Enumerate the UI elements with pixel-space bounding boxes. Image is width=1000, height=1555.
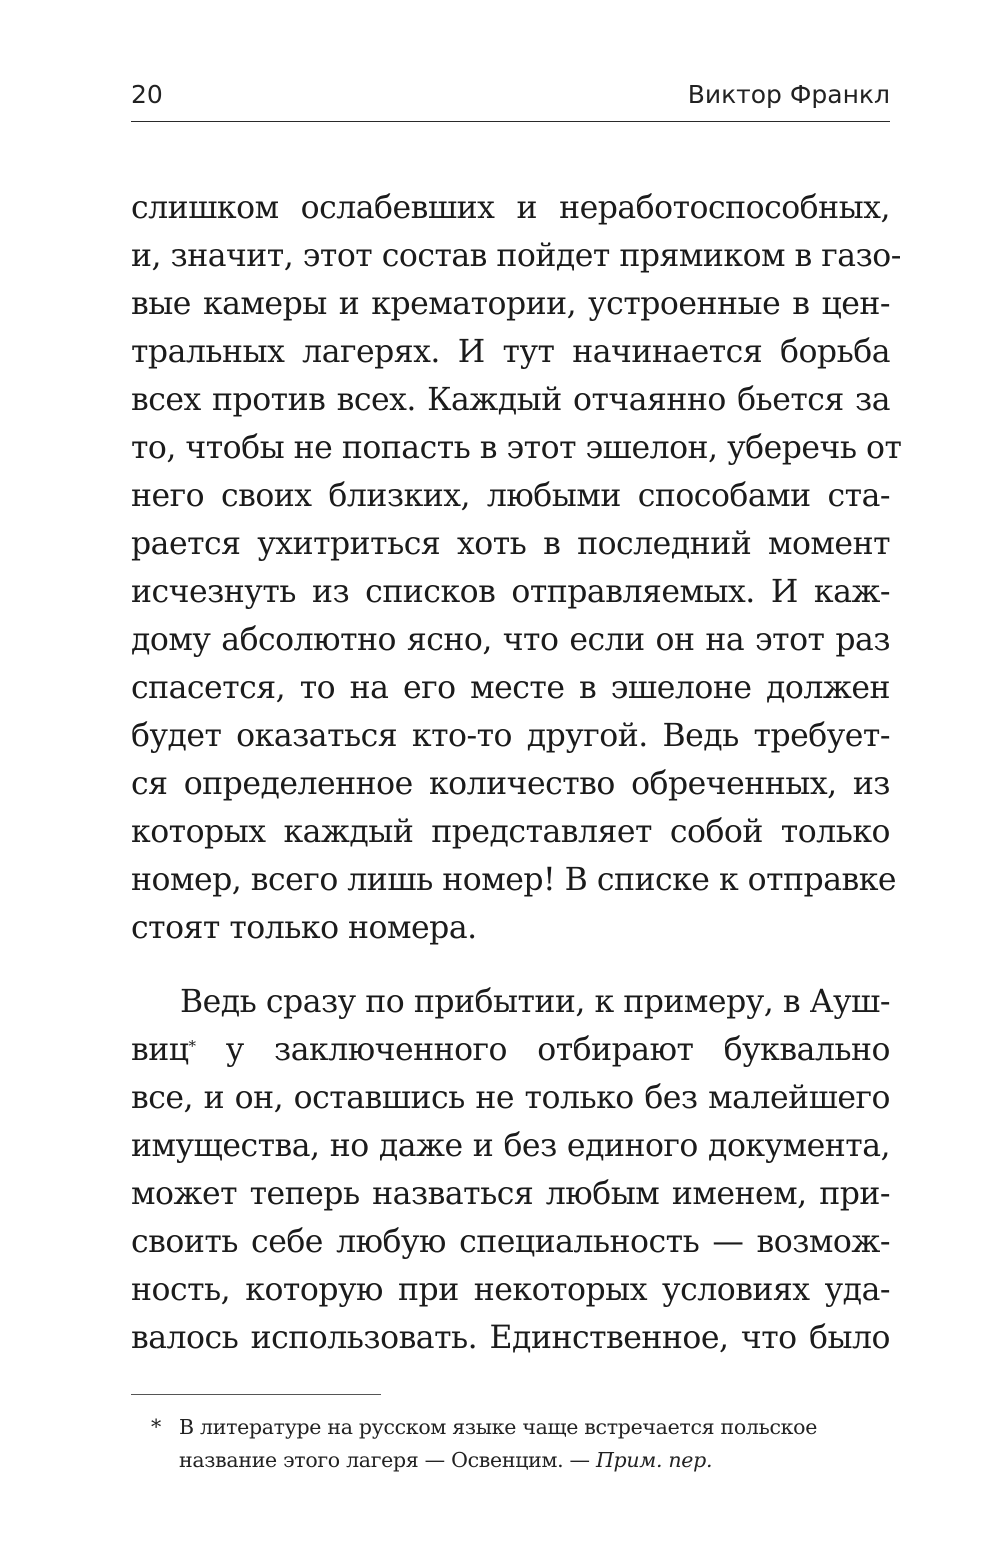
footnote-rule [131,1394,381,1395]
text-line: стоят только номера. [131,910,477,946]
text-line: дому абсолютно ясно, что если он на этот раз [131,622,890,658]
text-line: имущества, но даже и без единого документа, [131,1128,890,1164]
translator-note-label: Прим. пер. [595,1448,713,1472]
text-line: валось использовать. Единственное, что было [131,1320,890,1356]
footnote-line [151,1444,896,1477]
text-line-with-footnote-ref [131,1026,890,1074]
paragraph-2 [131,978,890,1362]
text-line: и, значит, этот состав пойдет прямиком в газо- [131,238,901,274]
text-line: исчезнуть из списков отправляемых. И каж- [131,574,890,610]
text-line: Ведь сразу по прибытии, к примеру, в Ауш- [180,984,890,1020]
text-line: то, чтобы не попасть в этот эшелон, уберечь от [131,430,902,466]
text-line: которых каждый представляет собой только [131,814,890,850]
text-line: всех против всех. Каждый отчаянно бьется за [131,382,890,418]
text-line: ся определенное количество обреченных, из [131,766,890,802]
text-fragment: у заключенного отбирают буквально [195,1032,890,1068]
page-number: 20 [131,80,163,109]
footnote-text: название этого лагеря — Освенцим. — [179,1448,596,1472]
text-line: тральных лагерях. И тут начинается борьба [131,334,890,370]
text-line: спасется, то на его месте в эшелоне должен [131,670,890,706]
text-line: своить себе любую специальность — возмож- [131,1224,890,1260]
text-line: ность, которую при некоторых условиях уда- [131,1272,890,1308]
text-line: рается ухитриться хоть в последний момент [131,526,890,562]
text-line: него своих близких, любыми способами ста- [131,478,890,514]
text-line: вые камеры и крематории, устроенные в цен- [131,286,890,322]
text-line: будет оказаться кто-то другой. Ведь требует- [131,718,890,754]
text-fragment: виц [131,1032,189,1068]
text-line: номер, всего лишь номер! В списке к отправке [131,862,897,898]
text-line: все, и он, оставшись не только без малейшего [131,1080,890,1116]
page-header [131,72,890,112]
footnote [151,1411,896,1477]
footnote-line [151,1411,896,1444]
body-text [131,184,902,1362]
footnote-reference: * [188,1036,196,1055]
paragraph-1 [131,184,902,952]
footnote-marker: * [151,1415,161,1439]
running-title: Виктор Франкл [687,80,890,109]
footnote-text: В литературе на русском языке чаще встречается польское [179,1415,818,1439]
paragraph-gap [131,952,890,978]
header-rule [131,121,890,122]
text-line: слишком ослабевших и неработоспособных, [131,190,890,226]
text-line: может теперь назваться любым именем, при- [131,1176,890,1212]
